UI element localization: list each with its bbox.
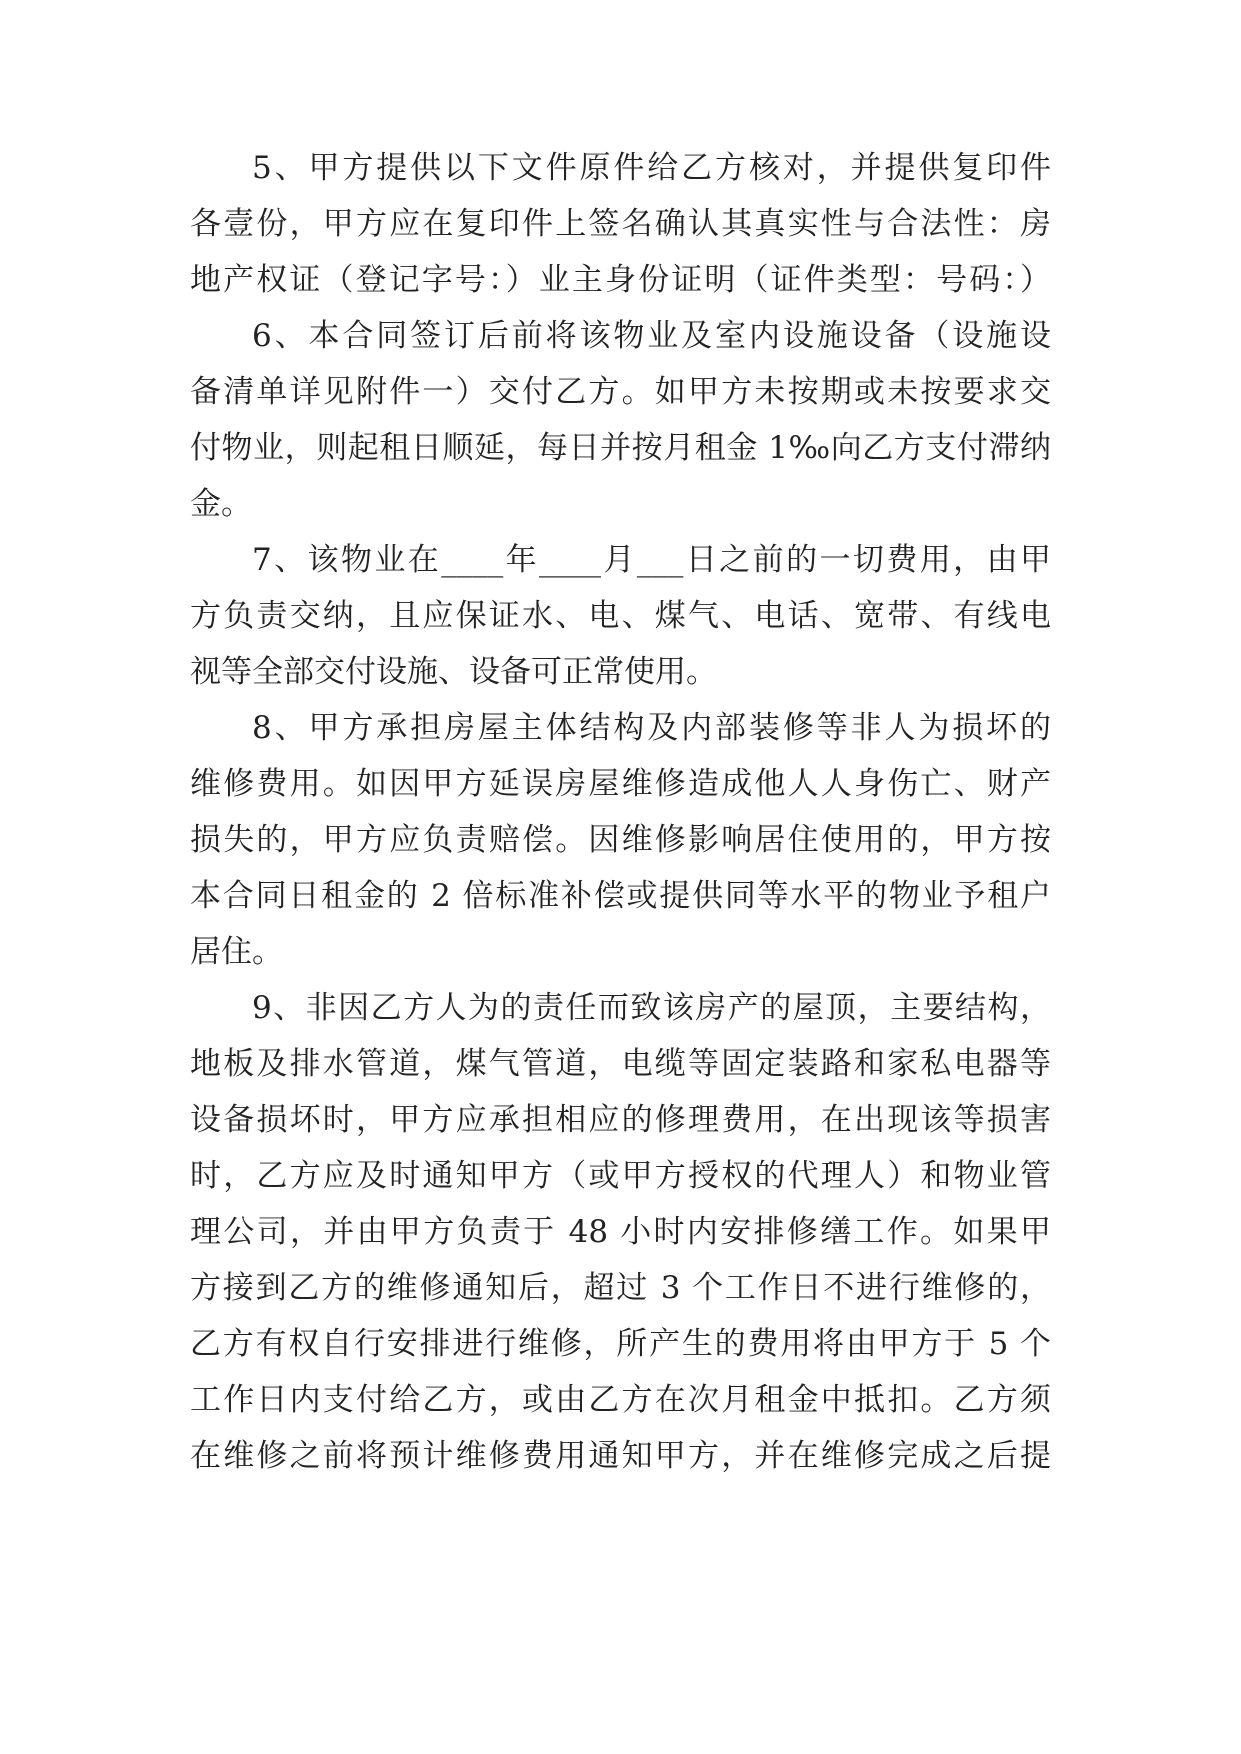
text-line-21: 方接到乙方的维修通知后，超过 3 个工作日不进行维修的， (190, 1270, 1051, 1306)
text-line-20: 理公司，并由甲方负责于 48 小时内安排修缮工作。如果甲 (190, 1214, 1051, 1250)
text-line-12: 维修费用。如因甲方延误房屋维修造成他人人身伤亡、财产 (190, 766, 1051, 802)
text-line-15: 居住。 (190, 934, 283, 970)
text-line-8: 7、该物业在____年____月___日之前的一切费用，由甲 (252, 542, 1051, 578)
text-line-1: 5、甲方提供以下文件原件给乙方核对，并提供复印件 (252, 150, 1051, 186)
text-line-3: 地产权证（登记字号：）业主身份证明（证件类型：号码：） (190, 262, 1051, 298)
text-line-13: 损失的，甲方应负责赔偿。因维修影响居住使用的，甲方按 (190, 822, 1051, 858)
text-line-22: 乙方有权自行安排进行维修，所产生的费用将由甲方于 5 个 (190, 1326, 1051, 1362)
text-line-23: 工作日内支付给乙方，或由乙方在次月租金中抵扣。乙方须 (190, 1382, 1051, 1418)
text-line-24: 在维修之前将预计维修费用通知甲方，并在维修完成之后提 (190, 1438, 1051, 1474)
text-line-11: 8、甲方承担房屋主体结构及内部装修等非人为损坏的 (252, 710, 1051, 746)
text-line-4: 6、本合同签订后前将该物业及室内设施设备（设施设 (252, 318, 1051, 354)
text-line-18: 设备损坏时，甲方应承担相应的修理费用，在出现该等损害 (190, 1102, 1051, 1138)
text-line-6: 付物业，则起租日顺延，每日并按月租金 1‰向乙方支付滞纳 (190, 430, 1051, 466)
text-line-9: 方负责交纳，且应保证水、电、煤气、电话、宽带、有线电 (190, 598, 1051, 634)
text-line-5: 备清单详见附件一）交付乙方。如甲方未按期或未按要求交 (190, 374, 1051, 410)
text-line-14: 本合同日租金的 2 倍标准补偿或提供同等水平的物业予租户 (190, 878, 1051, 914)
text-line-2: 各壹份，甲方应在复印件上签名确认其真实性与合法性：房 (190, 206, 1051, 242)
text-line-7: 金。 (190, 486, 252, 522)
text-line-17: 地板及排水管道，煤气管道，电缆等固定装路和家私电器等 (190, 1046, 1051, 1082)
text-line-10: 视等全部交付设施、设备可正常使用。 (190, 654, 717, 690)
text-line-16: 9、非因乙方人为的责任而致该房产的屋顶，主要结构， (252, 990, 1051, 1026)
text-line-19: 时，乙方应及时通知甲方（或甲方授权的代理人）和物业管 (190, 1158, 1051, 1194)
